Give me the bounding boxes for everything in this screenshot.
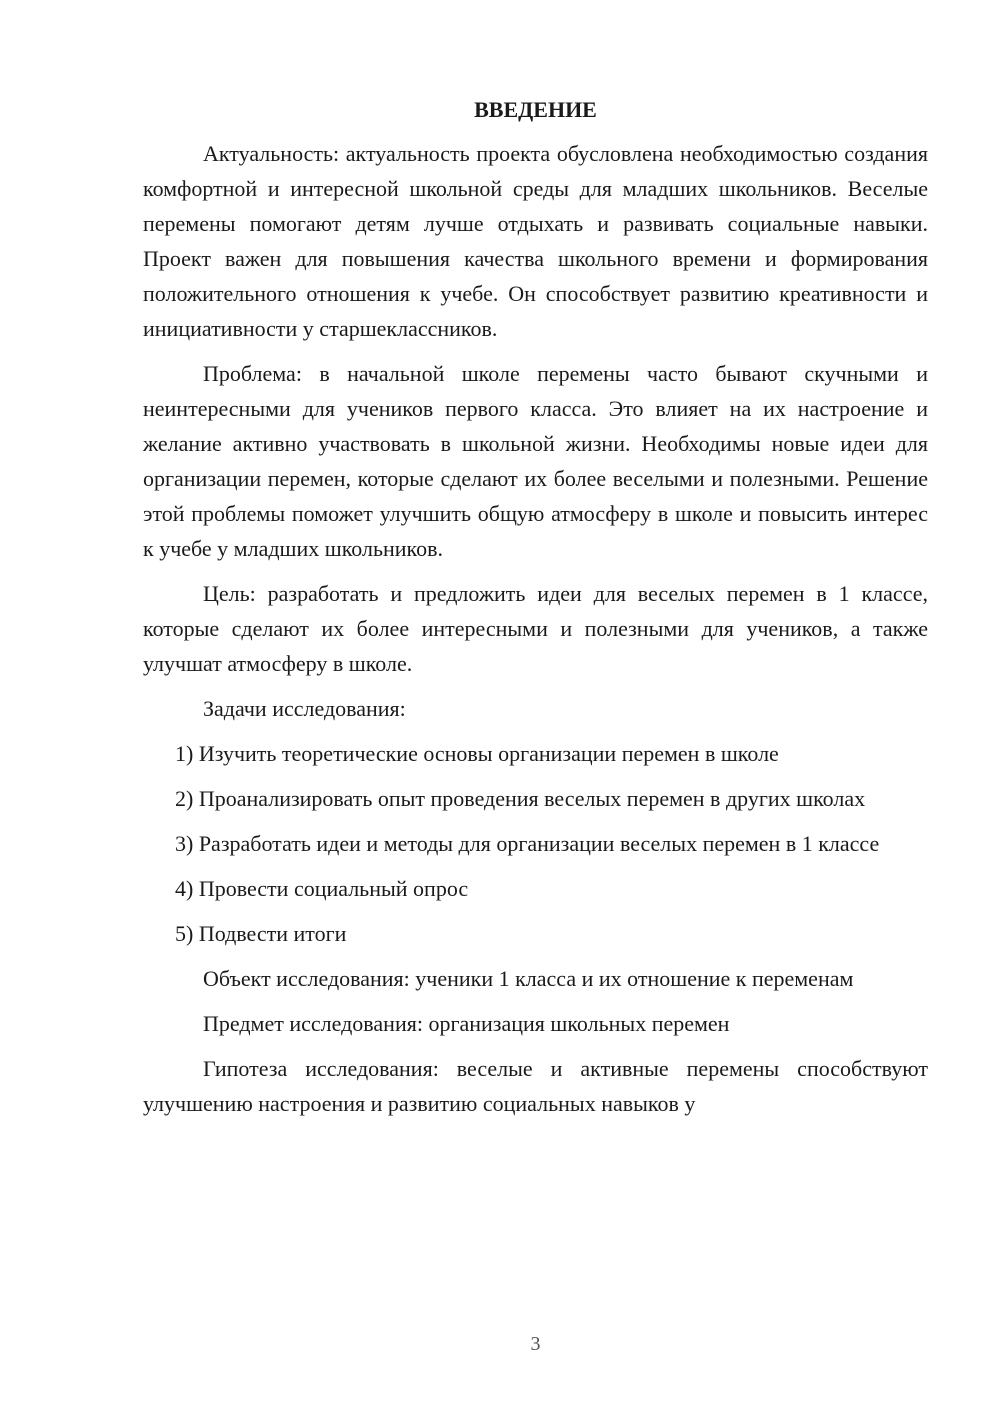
paragraph-goal: Цель: разработать и предложить идеи для веселых перемен в 1 классе, которые сделают их более интересными и полезными для учеников, а также улучшат атмосферу в школе. [143,581,928,676]
list-item: 2) Проанализировать опыт проведения веселых перемен в других школах [175,786,866,811]
page-number: 3 [530,1333,541,1355]
list-item: 4) Провести социальный опрос [175,876,469,901]
list-item: 5) Подвести итоги [175,921,347,946]
paragraph-hypothesis: Гипотеза исследования: веселые и активные перемены способствуют улучшению настроения и развитию социальных навыков у [143,1056,928,1116]
tasks-list [143,736,928,951]
list-item: 1) Изучить теоретические основы организации перемен в школе [175,741,779,766]
document-title: ВВЕДЕНИЕ [474,97,597,122]
paragraph-subject: Предмет исследования: организация школьных перемен [203,1011,730,1036]
paragraph-problem: Проблема: в начальной школе перемены часто бывают скучными и неинтересными для учеников первого класса. Это влияет на их настроение и желание активно участвовать в школьной жизни. Необходимы новые идеи для организации перемен, которые сделают их более веселыми и полезными. Решение этой проблемы поможет улучшить общую атмосферу в школе и повысить интерес к учебе у младших школьников. [143,361,928,561]
paragraph-relevance: Актуальность: актуальность проекта обусловлена необходимостью создания комфортной и интересной школьной среды для младших школьников. Веселые перемены помогают детям лучше отдыхать и развивать социальные навыки. Проект важен для повышения качества школьного времени и формирования положительного отношения к учебе. Он способствует развитию креативности и инициативности у старшеклассников. [143,141,928,341]
paragraph-object: Объект исследования: ученики 1 класса и их отношение к переменам [203,966,854,991]
document-page [143,94,928,1131]
list-item: 3) Разработать идеи и методы для организации веселых перемен в 1 классе [175,831,880,856]
tasks-heading: Задачи исследования: [203,696,406,721]
